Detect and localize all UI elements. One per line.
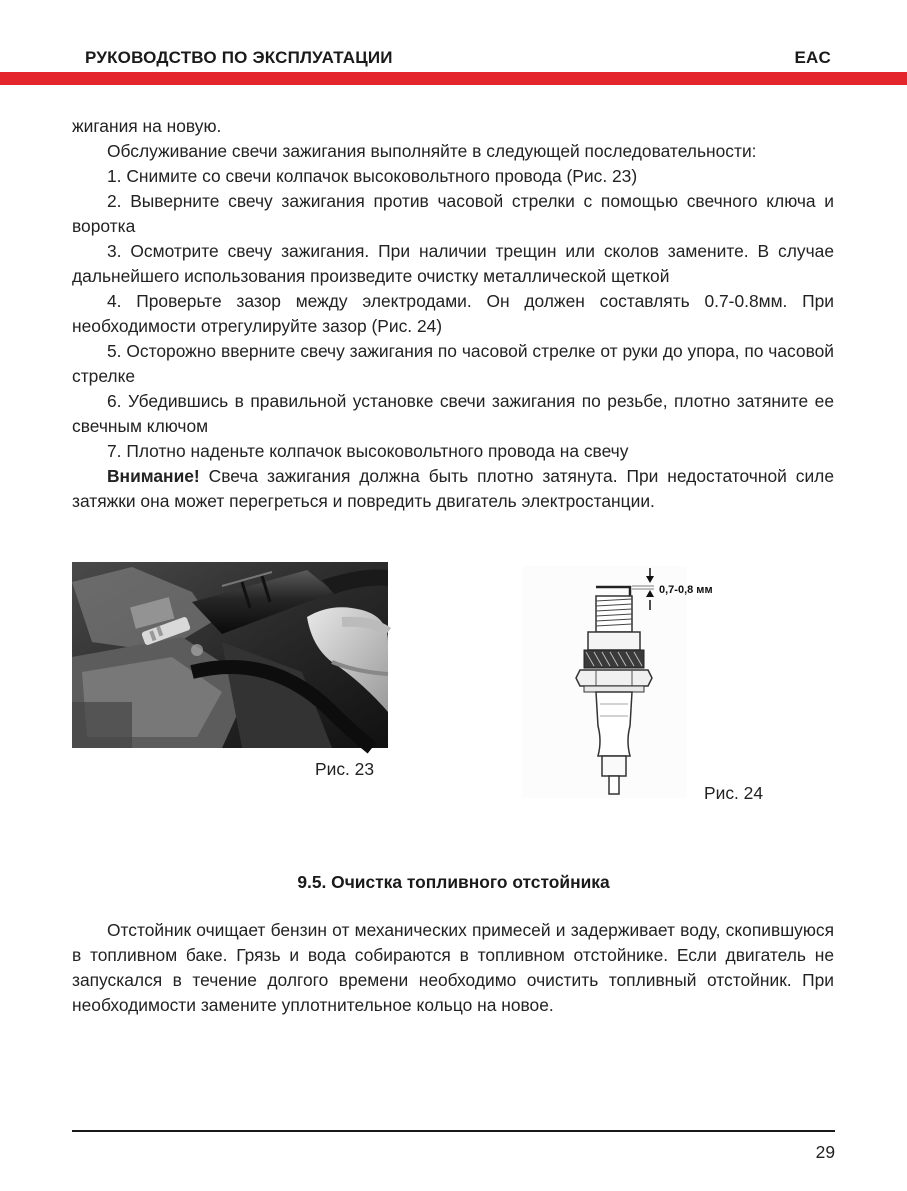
step-3: 3. Осмотрите свечу зажигания. При наличии трещин или сколов замените. В случае дальнейшего использования произведите очистку металлической щеткой bbox=[72, 241, 834, 286]
step-6: 6. Убедившись в правильной установке свечи зажигания по резьбе, плотно затяните ее свечным ключом bbox=[72, 391, 834, 436]
page-number: 29 bbox=[815, 1142, 835, 1162]
spark-plug-cap-photo bbox=[72, 562, 388, 748]
warning-paragraph bbox=[72, 464, 834, 514]
eac-mark: EAC bbox=[794, 48, 831, 67]
step-7: 7. Плотно наденьте колпачок высоковольтного провода на свечу bbox=[107, 441, 629, 461]
paragraph-continuation: жигания на новую. bbox=[72, 116, 222, 136]
step-4: 4. Проверьте зазор между электродами. Он должен составлять 0.7-0.8мм. При необходимости отрегулируйте зазор (Рис. 24) bbox=[72, 291, 834, 336]
page-header bbox=[0, 0, 907, 86]
figure-24-diagram bbox=[522, 566, 713, 798]
figure-23-photo bbox=[72, 562, 388, 748]
section-body bbox=[72, 918, 834, 1018]
figure-24-caption: Рис. 24 bbox=[704, 783, 764, 803]
step-2: 2. Выверните свечу зажигания против часовой стрелки с помощью свечного ключа и воротка bbox=[72, 191, 834, 236]
figure-23-caption: Рис. 23 bbox=[315, 759, 375, 779]
maintenance-instructions bbox=[72, 114, 834, 514]
header-title: РУКОВОДСТВО ПО ЭКСПЛУАТАЦИИ bbox=[85, 48, 393, 67]
spark-plug-gap-diagram bbox=[522, 566, 713, 798]
section-paragraph: Отстойник очищает бензин от механических примесей и задерживает воду, скопившуюся в топливном баке. Грязь и вода собираются в топливном отстойнике. Если двигатель не запускался в течение долгого времени необходимо очистить топливный отстойник. При необходимости замените уплотнительное кольцо на новое. bbox=[72, 920, 834, 1015]
warning-label: Внимание! bbox=[107, 466, 200, 486]
section-heading: 9.5. Очистка топливного отстойника bbox=[297, 872, 610, 892]
footer-rule bbox=[72, 1130, 835, 1132]
paragraph-intro: Обслуживание свечи зажигания выполняйте в следующей последовательности: bbox=[107, 141, 757, 161]
gap-label: 0,7-0,8 мм bbox=[659, 584, 713, 596]
header-red-bar bbox=[0, 72, 907, 85]
step-5: 5. Осторожно вверните свечу зажигания по часовой стрелке от руки до упора, по часовой стрелке bbox=[72, 341, 834, 386]
step-1: 1. Снимите со свечи колпачок высоковольтного провода (Рис. 23) bbox=[107, 166, 638, 186]
warning-text: Свеча зажигания должна быть плотно затянута. При недостаточной силе затяжки она может перегреться и повредить двигатель электростанции. bbox=[72, 466, 834, 511]
